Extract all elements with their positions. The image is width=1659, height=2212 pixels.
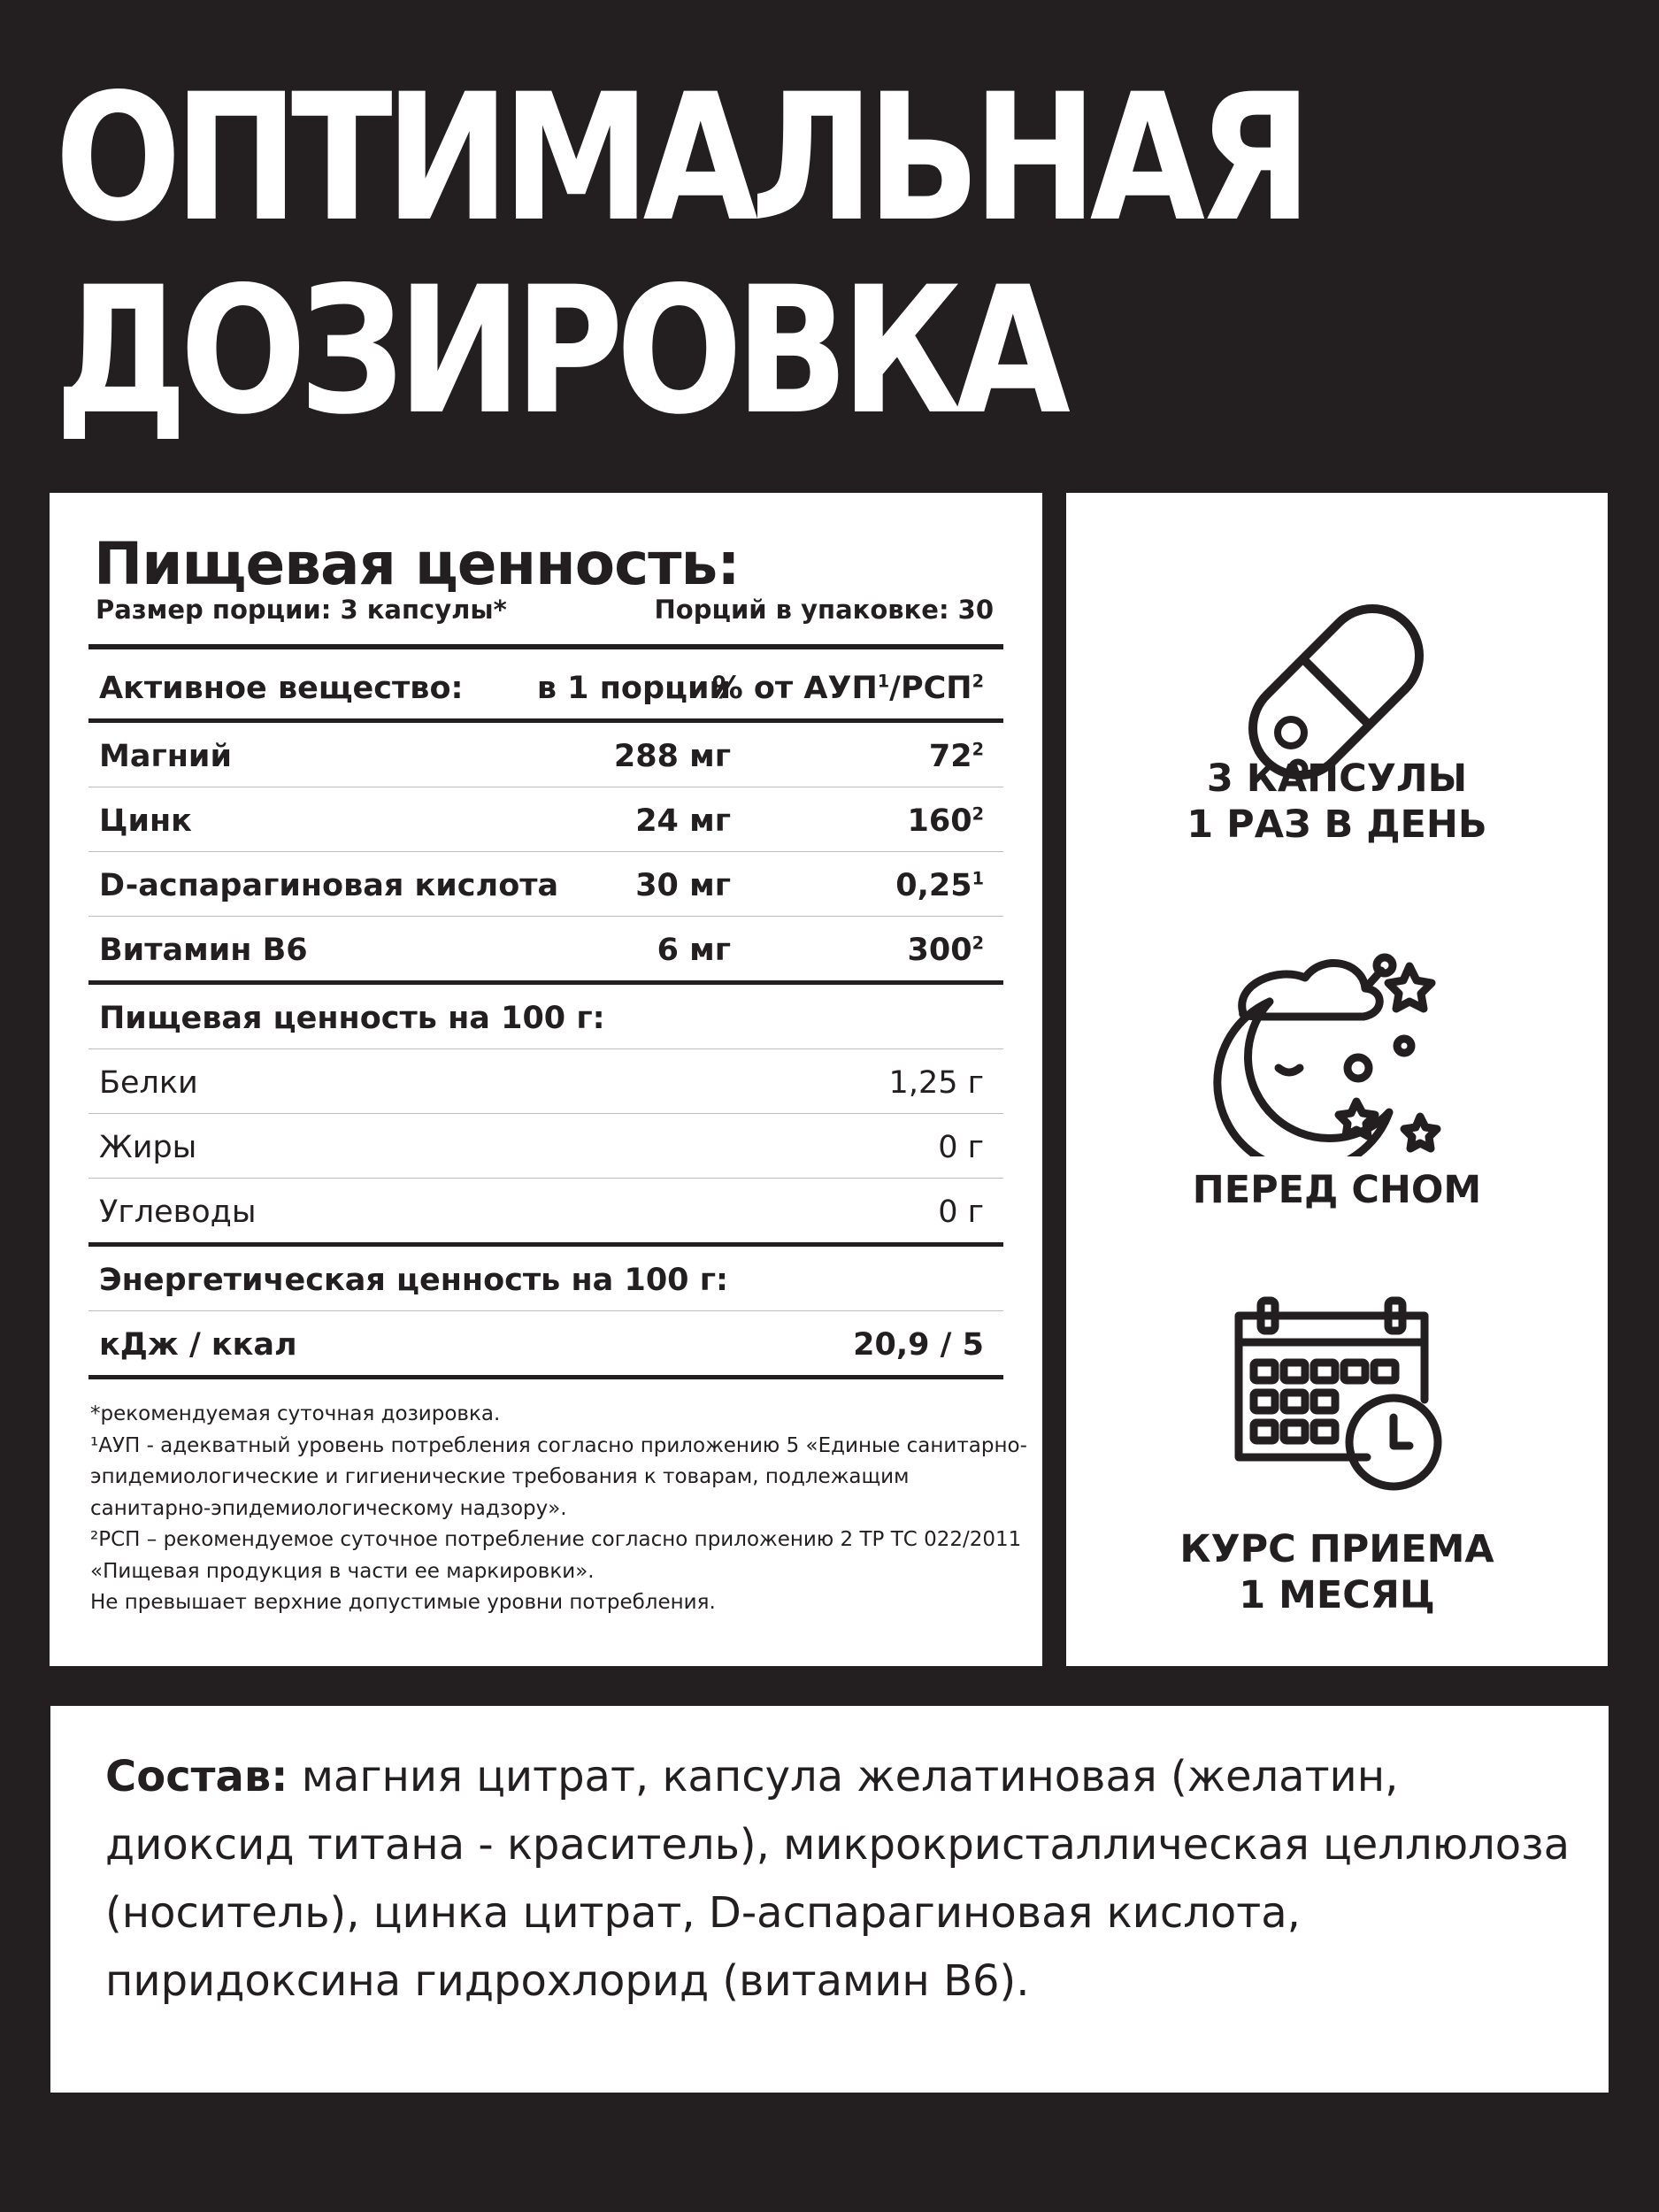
active-amount: 30 мг (635, 868, 731, 903)
course-line-2: 1 МЕСЯЦ (1239, 1573, 1435, 1617)
active-name: Цинк (99, 803, 192, 839)
servings-per-pack: Порций в упаковке: 30 (654, 595, 994, 625)
footnote-line: санитарно-эпидемиологическому надзору». (90, 1496, 567, 1520)
active-amount: 6 мг (657, 933, 731, 968)
serving-size: Размер порции: 3 капсулы* (96, 595, 507, 625)
composition-text (105, 1743, 1574, 2016)
headline-line-2: ДОЗИРОВКА (55, 249, 1064, 453)
table-row (88, 1311, 1003, 1379)
time-label: ПЕРЕД СНОМ (1192, 1168, 1482, 1212)
table-row (88, 852, 1003, 917)
table-row (88, 917, 1003, 985)
energy-title-row (88, 1247, 1003, 1311)
header-active-substance: Активное вещество: (99, 671, 464, 706)
footnote-line: ¹АУП - адекватный уровень потребления согласно приложению 5 «Единые санитарно- (90, 1433, 1027, 1457)
footnote-line: эпидемиологические и гигиенические требования к товарам, подлежащим (90, 1465, 910, 1488)
table-row (88, 1114, 1003, 1179)
energy-name: кДж / ккал (99, 1327, 297, 1363)
calendar-clock-icon (1225, 1294, 1447, 1506)
per100-title: Пищевая ценность на 100 г: (99, 1001, 605, 1036)
course-line-1: КУРС ПРИЕМА (1179, 1527, 1494, 1571)
nutrient-name: Белки (99, 1065, 198, 1101)
nutrient-name: Жиры (99, 1130, 197, 1165)
footnote-line: «Пищевая продукция в части ее маркировки». (90, 1559, 595, 1583)
table-header-row (88, 649, 1003, 723)
dose-line-1: 3 КАПСУЛЫ (1206, 757, 1468, 801)
nutrient-value: 0 г (938, 1130, 984, 1165)
active-percent: $300^2$ (907, 933, 984, 968)
active-amount: 288 мг (613, 739, 731, 774)
nutrition-table (88, 644, 1003, 1379)
footnotes (90, 1399, 1027, 1619)
nutrition-panel (50, 493, 1042, 1666)
dose-line-2: 1 РАЗ В ДЕНЬ (1187, 803, 1487, 847)
table-row (88, 1179, 1003, 1247)
nutrient-name: Углеводы (99, 1194, 257, 1230)
active-percent: 0,25$^1$ (895, 868, 984, 903)
header-percent: % от АУП$^1$/РСП$^2$ (711, 671, 984, 706)
energy-value: 20,9 / 5 (853, 1327, 984, 1363)
usage-panel (1066, 493, 1608, 1666)
composition-ingredients: магния цитрат, капсула желатиновая (желатин, диоксид титана - краситель), микрокристаллическая целлюлоза (носитель), цинка цитрат, D-аспарагиновая кислота, пиридоксина гидрохлорид (витамин В6). (105, 1752, 1571, 2006)
footnote-line: ²РСП – рекомендуемое суточное потребление согласно приложению 2 ТР ТС 022/2011 (90, 1528, 1022, 1551)
table-row (88, 1049, 1003, 1114)
table-row (88, 723, 1003, 787)
active-name: Магний (99, 739, 232, 774)
composition-label: Состав: (105, 1752, 288, 1801)
nutrient-value: 1,25 г (888, 1065, 984, 1101)
active-amount: 24 мг (635, 803, 731, 839)
footnote-line: *рекомендуемая суточная дозировка. (90, 1402, 501, 1425)
sleeping-moon-icon (1208, 935, 1455, 1156)
course-label (1066, 1526, 1608, 1618)
footnote-line: Не превышает верхние допустимые уровни потребления. (90, 1591, 716, 1614)
per100-title-row (88, 985, 1003, 1049)
table-row (88, 787, 1003, 852)
energy-title: Энергетическая ценность на 100 г: (99, 1263, 728, 1298)
active-percent: $72^2$ (928, 739, 984, 774)
headline-line-1: ОПТИМАЛЬНАЯ (55, 56, 1305, 260)
composition-panel (50, 1706, 1609, 2093)
nutrient-value: 0 г (938, 1194, 984, 1230)
active-name: D-аспарагиновая кислота (99, 868, 559, 903)
nutrition-title: Пищевая ценность: (94, 530, 740, 598)
headline (55, 56, 1305, 453)
active-percent: $160^2$ (907, 803, 984, 839)
header-per-serving: в 1 порции (536, 671, 731, 706)
active-name: Витамин В6 (99, 933, 308, 968)
dose-label (1066, 756, 1608, 848)
